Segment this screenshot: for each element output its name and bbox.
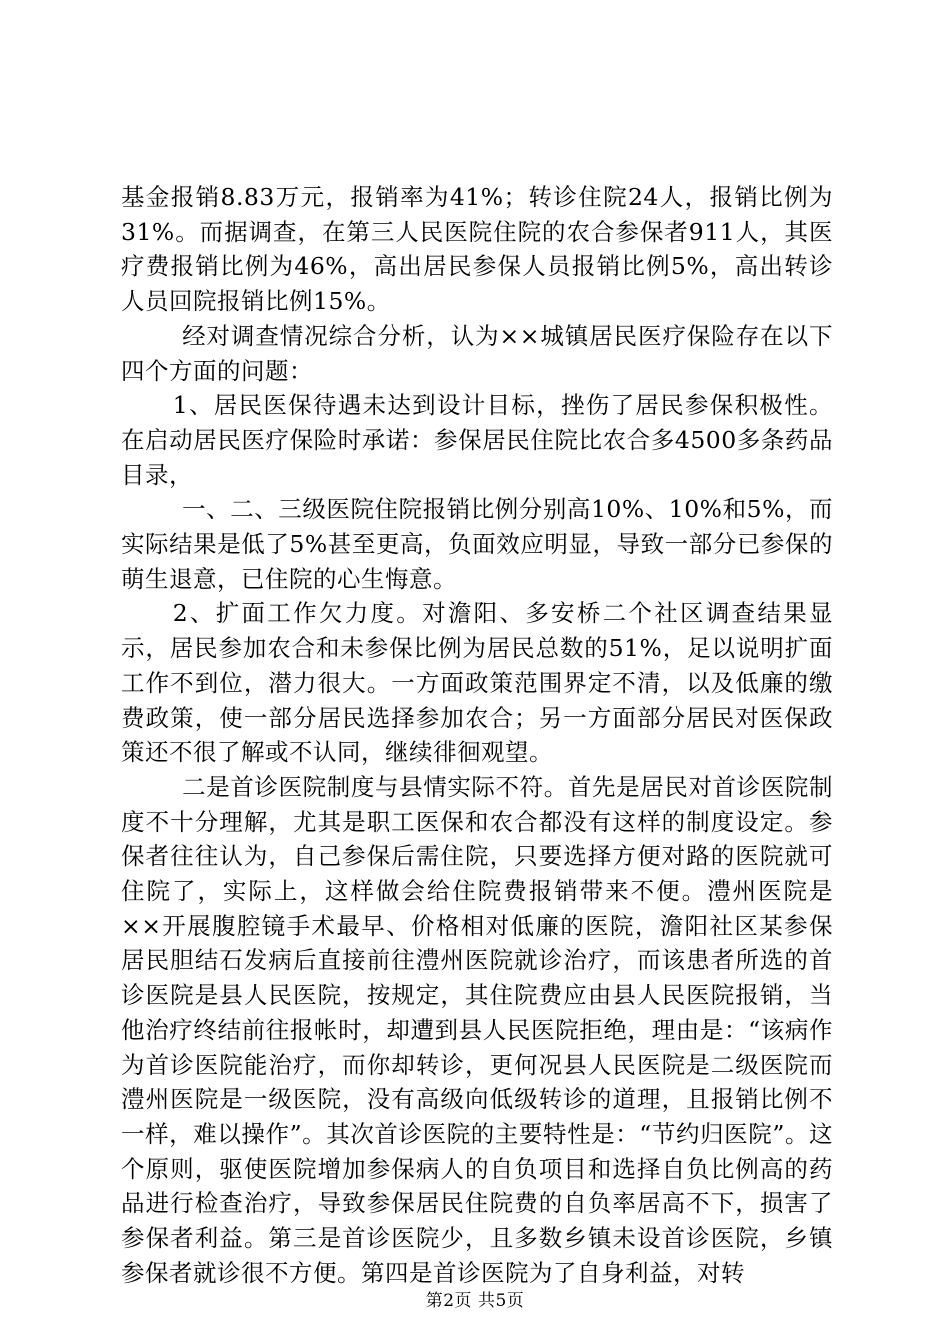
paragraph: 经对调查情况综合分析，认为××城镇居民医疗保险存在以下四个方面的问题： xyxy=(121,321,833,385)
paragraph: 1、居民医保待遇未达到设计目标，挫伤了居民参保积极性。在启动居民医疗保险时承诺：参保居民住院比农合多4500多条药品目录， xyxy=(121,391,833,489)
document-body xyxy=(121,180,833,1291)
paragraph: 2、扩面工作欠力度。对澹阳、多安桥二个社区调查结果显示，居民参加农合和未参保比例为居民总数的51%，足以说明扩面工作不到位，潜力很大。一方面政策范围界定不清，以及低廉的缴费政策，使一部分居民选择参加农合；另一方面部分居民对医保政策还不很了解或不认同，继续徘徊观望。 xyxy=(121,599,833,767)
page-number-footer: 第2页 共5页 xyxy=(425,1291,525,1311)
paragraph: 一、二、三级医院住院报销比例分别高10%、10%和5%，而实际结果是低了5%甚至更高，负面效应明显，导致一部分已参保的萌生退意，已住院的心生悔意。 xyxy=(121,495,833,593)
paragraph: 基金报销8.83万元，报销率为41%；转诊住院24人，报销比例为31%。而据调查，在第三人民医院住院的农合参保者911人，其医疗费报销比例为46%，高出居民参保人员报销比例5%，高出转诊人员回院报销比例15%。 xyxy=(121,183,833,316)
paragraph: 二是首诊医院制度与县情实际不符。首先是居民对首诊医院制度不十分理解，尤其是职工医保和农合都没有这样的制度设定。参保者往往认为，自己参保后需住院，只要选择方便对路的医院就可住院了，实际上，这样做会给住院费报销带来不便。澧州医院是××开展腹腔镜手术最早、价格相对低廉的医院，澹阳社区某参保居民胆结石发病后直接前往澧州医院就诊治疗，而该患者所选的首诊医院是县人民医院，按规定，其住院费应由县人民医院报销，当他治疗终结前往报帐时，却遭到县人民医院拒绝，理由是：“该病作为首诊医院能治疗，而你却转诊，更何况县人民医院是二级医院而澧州医院是一级医院，没有高级向低级转诊的道理，且报销比例不一样，难以操作”。其次首诊医院的主要特性是：“节约归医院”。这个原则，驱使医院增加参保病人的自负项目和选择自负比例高的药品进行检查治疗，导致参保居民住院费的自负率居高不下，损害了参保者利益。第三是首诊医院少，且多数乡镇未设首诊医院，乡镇参保者就诊很不方便。第四是首诊医院为了自身利益，对转 xyxy=(121,772,833,1287)
